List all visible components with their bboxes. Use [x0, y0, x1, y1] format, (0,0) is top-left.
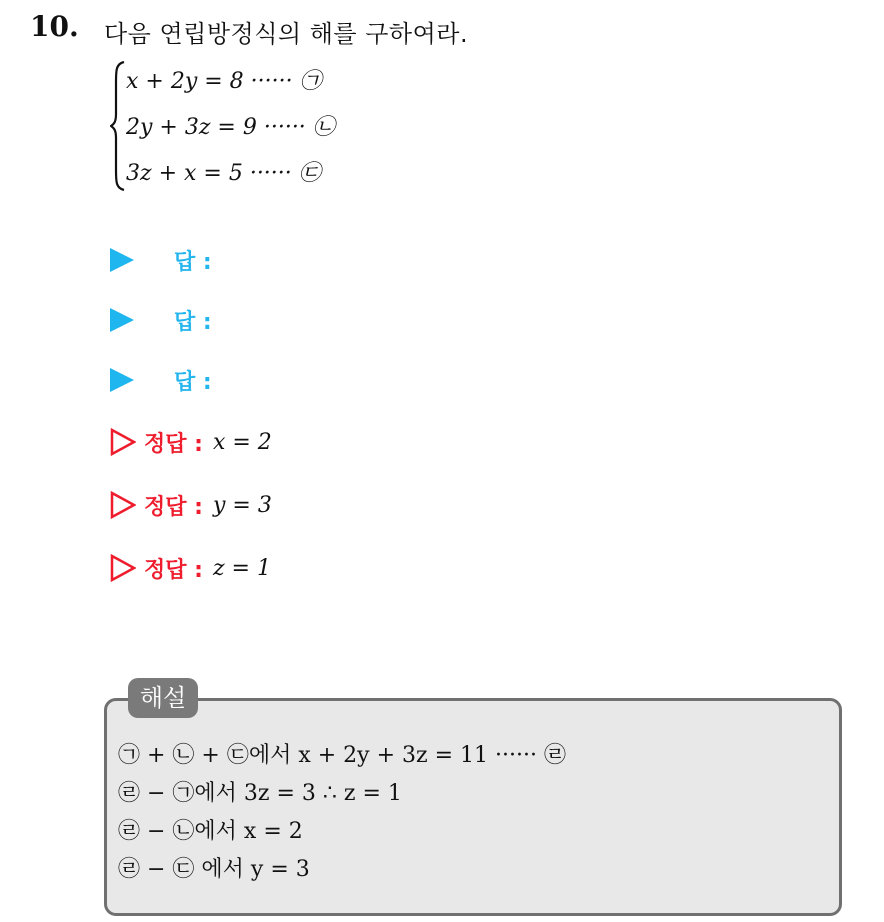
answer-label: 답 : [174, 250, 212, 275]
question-number: 10. [30, 10, 79, 43]
filled-triangle-icon [110, 308, 134, 332]
equation-2: 2y + 3z = 9 ······ ㉡ [126, 115, 335, 140]
solution-line-2: ㉣ − ㉠에서 3z = 3 ∴ z = 1 [118, 781, 402, 806]
correct-answer-3 [110, 550, 271, 586]
correct-answer-2 [110, 487, 272, 523]
correct-label: 정답 : [144, 494, 203, 520]
filled-triangle-icon [110, 368, 134, 392]
correct-value: y = 3 [212, 492, 272, 518]
equation-3: 3z + x = 5 ······ ㉢ [126, 161, 321, 186]
equation-1: x + 2y = 8 ······ ㉠ [126, 69, 322, 94]
answer-blank-1[interactable] [110, 243, 212, 277]
answer-blank-2[interactable] [110, 303, 212, 337]
correct-value: x = 2 [212, 429, 272, 455]
correct-label: 정답 : [144, 431, 203, 457]
correct-value: z = 1 [212, 555, 271, 581]
filled-triangle-icon [110, 248, 134, 272]
answer-blank-3[interactable] [110, 363, 212, 397]
question-text: 다음 연립방정식의 해를 구하여라. [104, 20, 469, 48]
solution-title: 해설 [128, 678, 198, 718]
outline-triangle-icon [110, 491, 136, 519]
outline-triangle-icon [110, 428, 136, 456]
correct-answer-1 [110, 424, 272, 460]
outline-triangle-icon [110, 554, 136, 582]
solution-line-4: ㉣ − ㉢ 에서 y = 3 [118, 857, 310, 882]
answer-label: 답 : [174, 310, 212, 335]
solution-line-1: ㉠ + ㉡ + ㉢에서 x + 2y + 3z = 11 ······ ㉣ [118, 743, 566, 768]
solution-box [104, 698, 842, 916]
left-brace-icon [110, 60, 126, 192]
correct-label: 정답 : [144, 557, 203, 583]
solution-line-3: ㉣ − ㉡에서 x = 2 [118, 819, 303, 844]
answer-label: 답 : [174, 370, 212, 395]
